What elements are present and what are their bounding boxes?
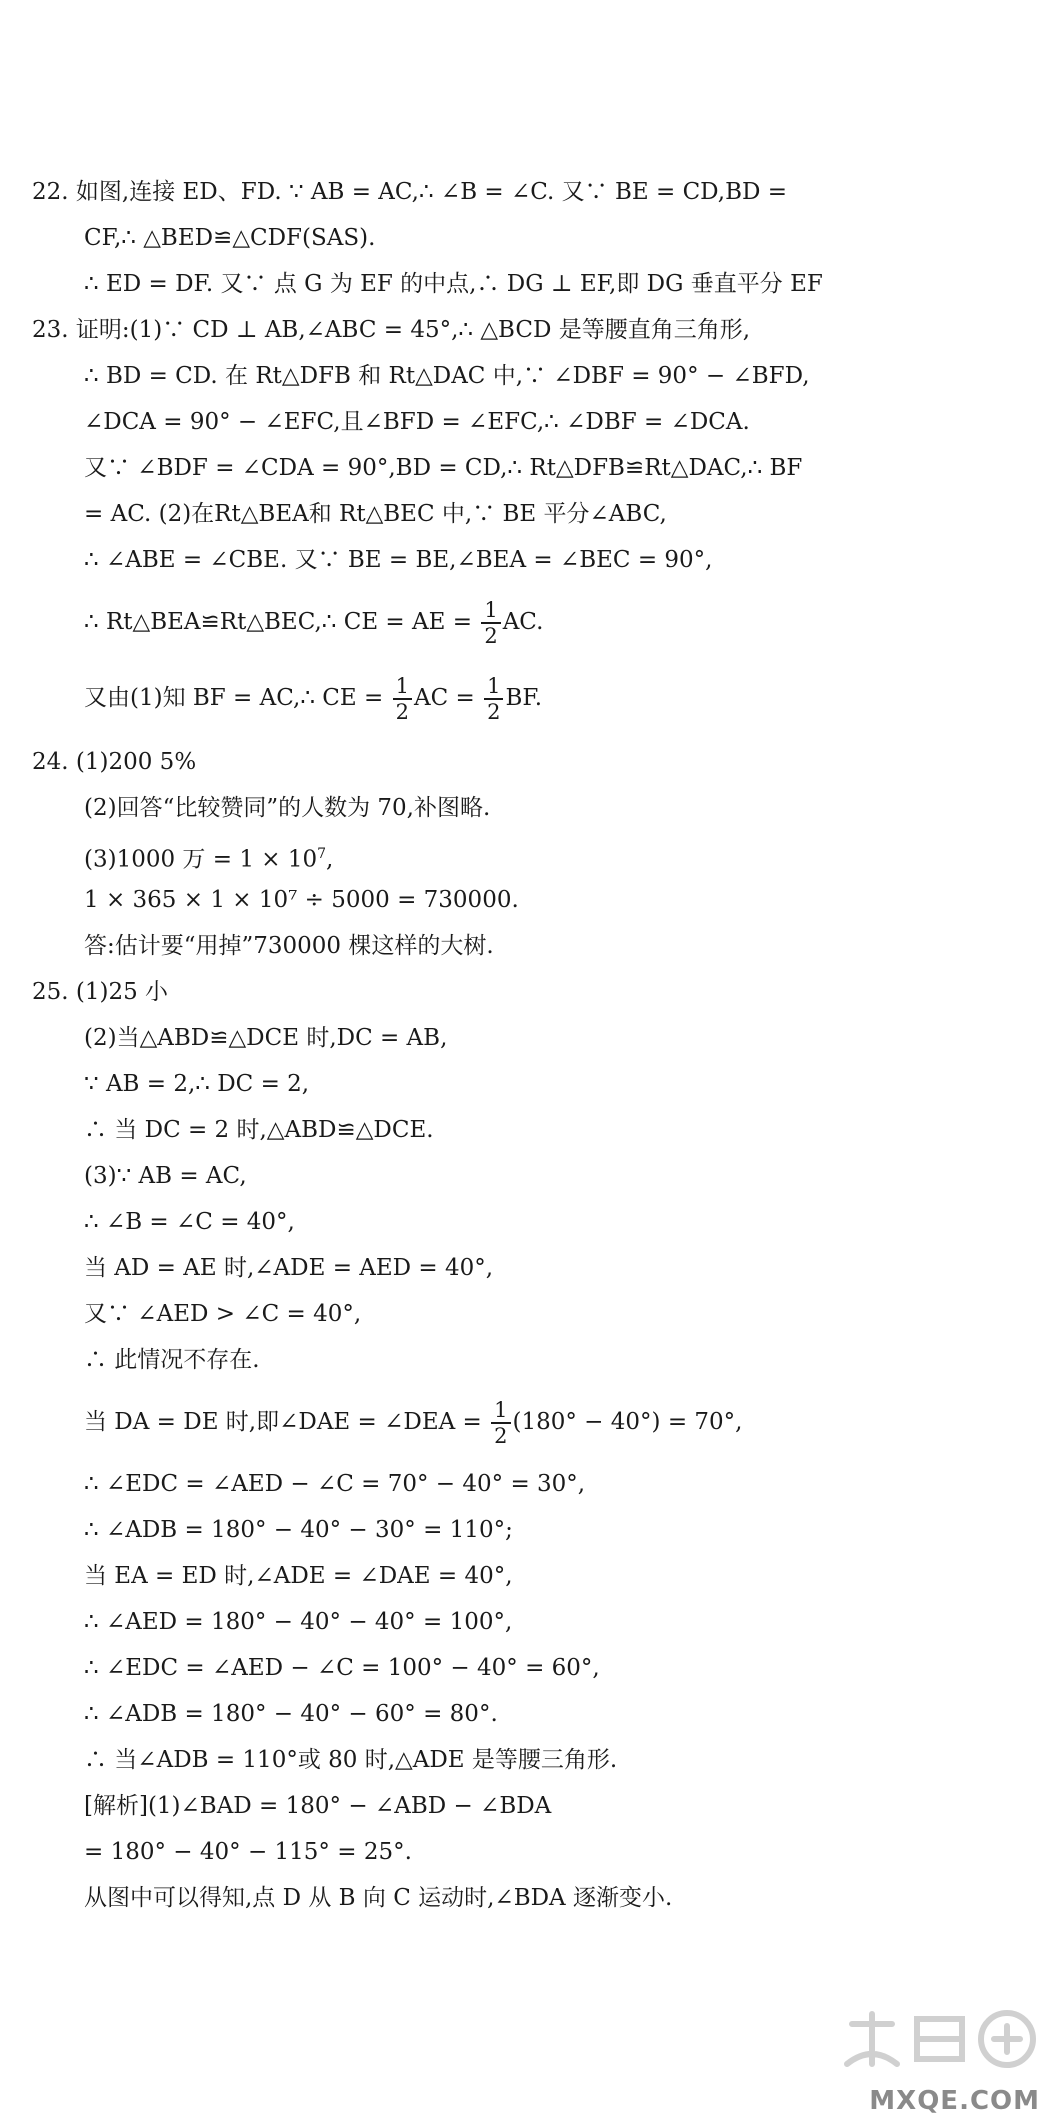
text-line-25-9: ∴ 此情况不存在.	[84, 1347, 260, 1373]
text-line-24-1: 24. (1)200 5%	[32, 749, 197, 775]
text-line-24-3	[84, 838, 333, 876]
fraction	[484, 674, 503, 724]
fraction-numerator: 1	[484, 674, 503, 700]
text-line-25-18: [解析](1)∠BAD = 180° − ∠ABD − ∠BDA	[84, 1793, 552, 1819]
text-line-25-17: ∴ 当∠ADB = 110°或 80 时,△ADE 是等腰三角形.	[84, 1747, 618, 1773]
text-line-22-3: ∴ ED = DF. 又∵ 点 G 为 EF 的中点,∴ DG ⊥ EF,即 DG 垂直平分 EF	[84, 271, 823, 297]
text-line-23-6: ∴ ∠ABE = ∠CBE. 又∵ BE = BE,∠BEA = ∠BEC = 90°,	[84, 547, 713, 573]
fraction	[481, 598, 500, 648]
fraction-denominator: 2	[487, 700, 501, 724]
frac-line-before: 当 DA = DE 时,即∠DAE = ∠DEA =	[84, 1409, 490, 1435]
fraction-denominator: 2	[494, 1424, 508, 1448]
text-line-22-2: CF,∴ △BED≌△CDF(SAS).	[84, 225, 376, 251]
text-line-25-2: (2)当△ABD≌△DCE 时,DC = AB,	[84, 1025, 448, 1051]
text-line-25-8: 又∵ ∠AED > ∠C = 40°,	[84, 1301, 362, 1327]
text-line-24-4: 1 × 365 × 1 × 10⁷ ÷ 5000 = 730000.	[84, 887, 519, 913]
fraction	[393, 674, 412, 724]
text-line-22-1: 22. 如图,连接 ED、FD. ∵ AB = AC,∴ ∠B = ∠C. 又∵ BE = CD,BD =	[32, 179, 788, 205]
text-line-25-13: 当 EA = ED 时,∠ADE = ∠DAE = 40°,	[84, 1563, 513, 1589]
text-line-23-5: = AC. (2)在Rt△BEA和 Rt△BEC 中,∵ BE 平分∠ABC,	[84, 501, 667, 527]
text-line-25-5: (3)∵ AB = AC,	[84, 1163, 247, 1189]
text-line-23-2: ∴ BD = CD. 在 Rt△DFB 和 Rt△DAC 中,∵ ∠DBF = 90° − ∠BFD,	[84, 363, 810, 389]
text-line-25-14: ∴ ∠AED = 180° − 40° − 40° = 100°,	[84, 1609, 513, 1635]
fraction-numerator: 1	[481, 598, 500, 624]
text-line-25-12: ∴ ∠ADB = 180° − 40° − 30° = 110°;	[84, 1517, 513, 1543]
text-line-23-8	[84, 674, 542, 724]
text-line-25-20: 从图中可以得知,点 D 从 B 向 C 运动时,∠BDA 逐渐变小.	[84, 1885, 673, 1911]
power-tail: ,	[326, 846, 334, 873]
text-line-25-11: ∴ ∠EDC = ∠AED − ∠C = 70° − 40° = 30°,	[84, 1471, 586, 1497]
text-line-23-3: ∠DCA = 90° − ∠EFC,且∠BFD = ∠EFC,∴ ∠DBF = ∠DCA.	[84, 409, 750, 435]
watermark-text: MXQE.COM	[869, 2086, 1040, 2116]
power-base: (3)1000 万 = 1 × 10	[84, 846, 318, 873]
frac-line-before: 又由(1)知 BF = AC,∴ CE =	[84, 685, 391, 711]
text-line-24-2: (2)回答“比较赞同”的人数为 70,补图略.	[84, 795, 491, 821]
text-line-25-1: 25. (1)25 小	[32, 979, 169, 1005]
frac-line-after: BF.	[505, 685, 543, 711]
frac-line-mid: AC =	[413, 685, 483, 711]
fraction-denominator: 2	[395, 700, 409, 724]
text-line-25-10	[84, 1398, 742, 1448]
frac-line-after: AC.	[502, 609, 544, 635]
text-line-25-16: ∴ ∠ADB = 180° − 40° − 60° = 80°.	[84, 1701, 498, 1727]
text-line-25-15: ∴ ∠EDC = ∠AED − ∠C = 100° − 40° = 60°,	[84, 1655, 600, 1681]
text-line-25-4: ∴ 当 DC = 2 时,△ABD≌△DCE.	[84, 1117, 434, 1143]
text-line-23-1: 23. 证明:(1)∵ CD ⊥ AB,∠ABC = 45°,∴ △BCD 是等腰直角三角形,	[32, 317, 751, 343]
text-line-23-7	[84, 598, 543, 648]
power-exponent: 7	[317, 846, 327, 862]
fraction-numerator: 1	[491, 1398, 510, 1424]
text-line-25-7: 当 AD = AE 时,∠ADE = AED = 40°,	[84, 1255, 494, 1281]
text-line-25-6: ∴ ∠B = ∠C = 40°,	[84, 1209, 295, 1235]
text-line-25-3: ∵ AB = 2,∴ DC = 2,	[84, 1071, 310, 1097]
text-line-23-4: 又∵ ∠BDF = ∠CDA = 90°,BD = CD,∴ Rt△DFB≌Rt△DAC,∴ BF	[84, 455, 803, 481]
frac-line-before: ∴ Rt△BEA≌Rt△BEC,∴ CE = AE =	[84, 609, 480, 635]
text-line-25-19: = 180° − 40° − 115° = 25°.	[84, 1839, 412, 1865]
fraction-denominator: 2	[484, 624, 498, 648]
frac-line-after: (180° − 40°) = 70°,	[512, 1409, 743, 1435]
fraction-numerator: 1	[393, 674, 412, 700]
fraction	[491, 1398, 510, 1448]
text-line-24-5: 答:估计要“用掉”730000 棵这样的大树.	[84, 933, 494, 959]
